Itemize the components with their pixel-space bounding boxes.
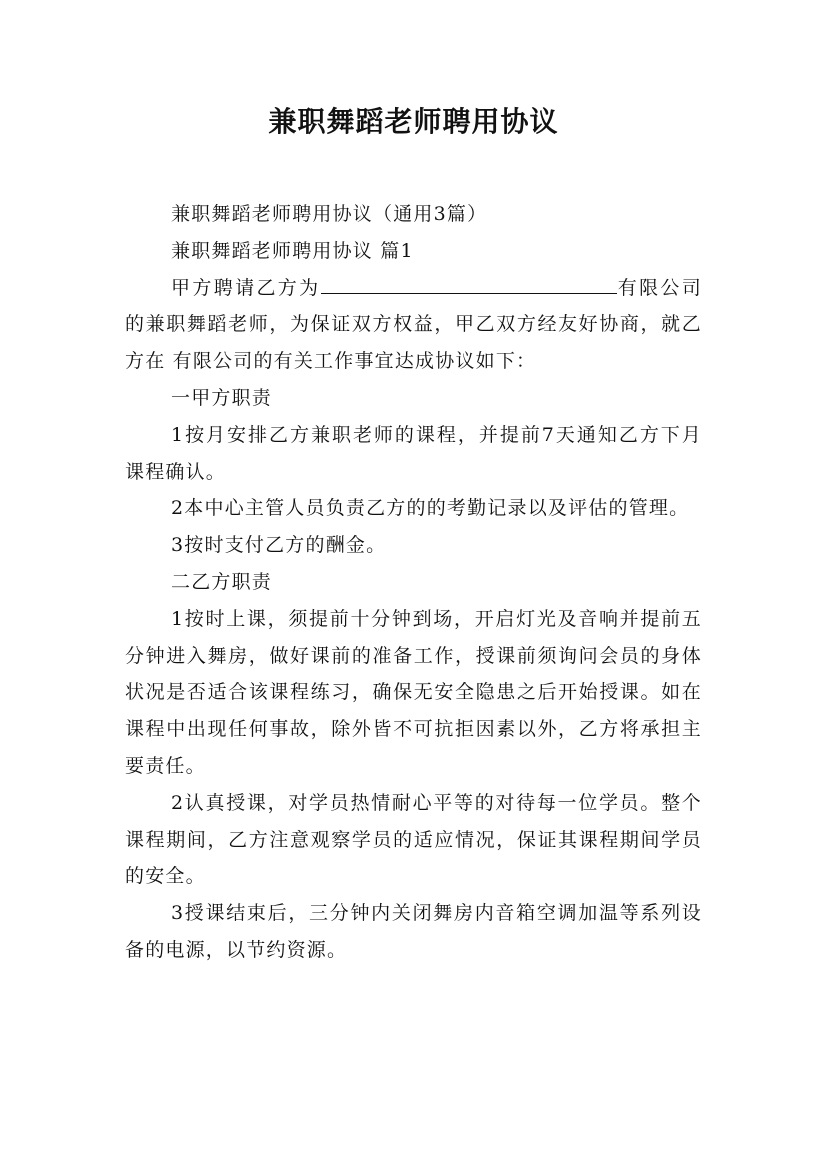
intro-text-before-blank: 甲方聘请乙方为 bbox=[171, 276, 321, 299]
party-a-item-3: 3按时支付乙方的酬金。 bbox=[171, 534, 387, 557]
party-b-item-3: 3授课结束后，三分钟内关闭舞房内音箱空调加温等系列设备的电源，以节约资源。 bbox=[125, 902, 702, 961]
document-title: 兼职舞蹈老师聘用协议 bbox=[268, 105, 559, 138]
document-body bbox=[125, 196, 702, 969]
party-a-item-1: 1按月安排乙方兼职老师的课程，并提前7天通知乙方下月课程确认。 bbox=[125, 423, 702, 483]
intro-text-after-blank: 有限公司的兼职舞蹈老师，为保证双方权益，甲乙双方经友好协商，就乙方在 有限公司的有关工作事宜达成协议如下： bbox=[125, 276, 702, 373]
document-subtitle: 兼职舞蹈老师聘用协议（通用3篇） bbox=[171, 203, 488, 225]
party-b-item-2: 2认真授课，对学员热情耐心平等的对待每一位学员。整个课程期间，乙方注意观察学员的适应情况，保证其课程期间学员的安全。 bbox=[125, 791, 702, 888]
party-a-heading: 一甲方职责 bbox=[171, 386, 273, 409]
party-a-item-2: 2本中心主管人员负责乙方的的考勤记录以及评估的管理。 bbox=[171, 497, 690, 520]
intro-paragraph bbox=[125, 270, 702, 380]
party-b-item-1: 1按时上课，须提前十分钟到场，开启灯光及音响并提前五分钟进入舞房，做好课前的准备工作，授课前须询问会员的身体状况是否适合该课程练习，确保无安全隐患之后开始授课。如在课程中出现任何事故，除外皆不可抗拒因素以外，乙方将承担主要责任。 bbox=[125, 607, 702, 777]
section-heading: 兼职舞蹈老师聘用协议 篇1 bbox=[171, 239, 414, 262]
company-name-blank bbox=[321, 275, 617, 294]
party-b-heading: 二乙方职责 bbox=[171, 570, 273, 593]
